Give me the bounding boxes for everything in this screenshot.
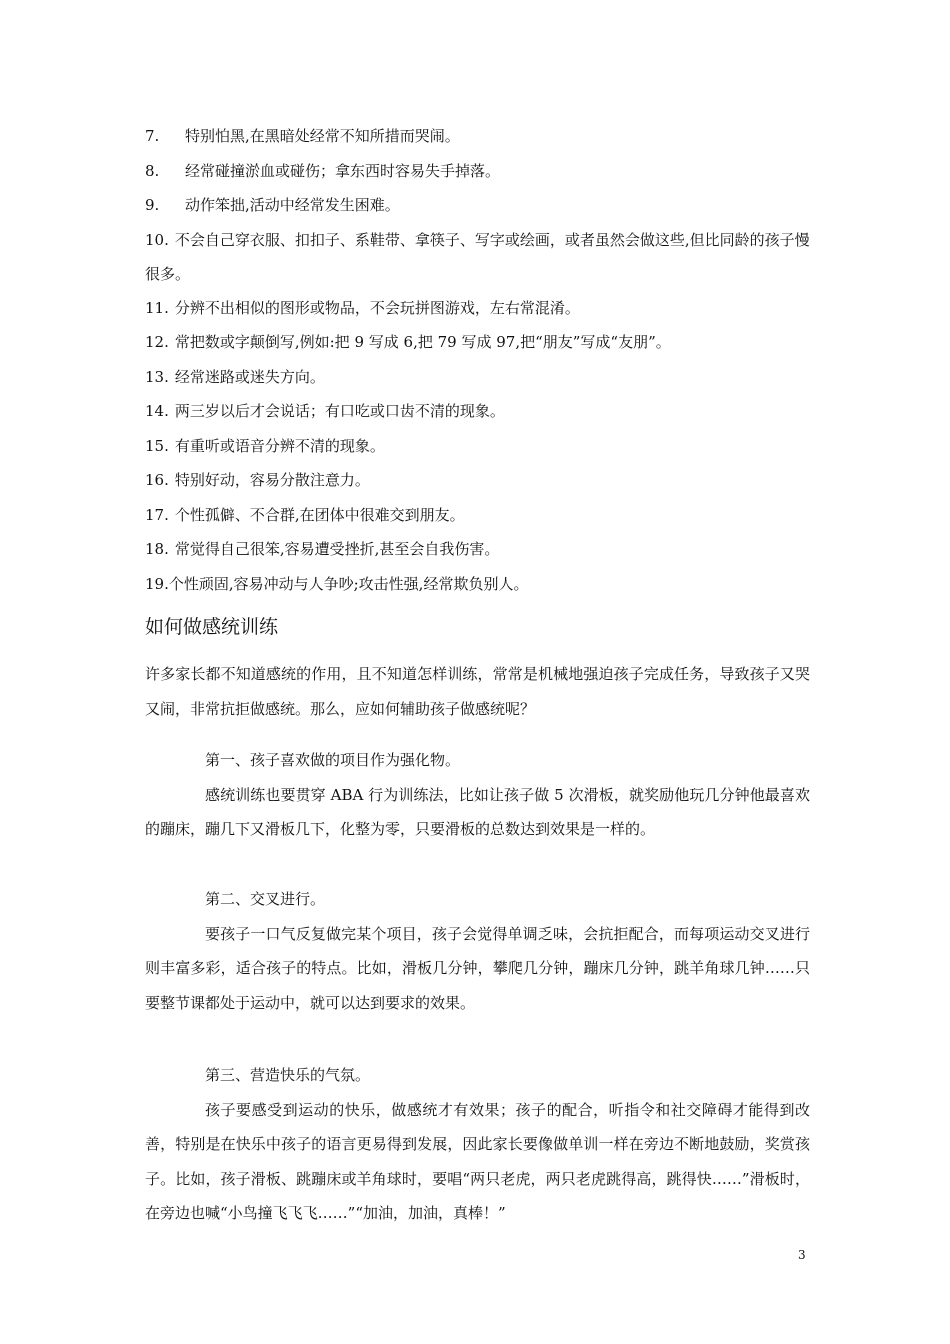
method-section-2 <box>145 882 810 1020</box>
symptom-list <box>145 119 815 601</box>
list-item: 12. 常把数或字颠倒写,例如:把 9 写成 6,把 79 写成 97,把“朋友”写成“友朋”。 <box>145 333 671 351</box>
list-item: 8. 经常碰撞淤血或碰伤；拿东西时容易失手掉落。 <box>145 161 501 180</box>
list-item: 16. 特别好动，容易分散注意力。 <box>145 471 370 489</box>
list-item: 7. 特别怕黑,在黑暗处经常不知所措而哭闹。 <box>145 127 460 145</box>
list-item: 19.个性顽固,容易冲动与人争吵;攻击性强,经常欺负别人。 <box>145 574 529 593</box>
intro-paragraph: 许多家长都不知道感统的作用，且不知道怎样训练，常常是机械地强迫孩子完成任务，导致孩子又哭又闹，非常抗拒做感统。那么，应如何辅助孩子做感统呢？ <box>145 665 810 718</box>
list-item: 13. 经常迷路或迷失方向。 <box>145 367 325 386</box>
method-text: 孩子要感受到运动的快乐，做感统才有效果；孩子的配合，听指令和社交障碍才能得到改善，特别是在快乐中孩子的语言更易得到发展，因此家长要像做单训一样在旁边不断地鼓励，奖赏孩子。比如，孩子滑板、跳蹦床或羊角球时，要唱“两只老虎，两只老虎跳得高，跳得快……”滑板时，在旁边也喊“小鸟撞飞飞飞……”“加油，加油，真棒！” <box>145 1100 810 1222</box>
list-item: 9. 动作笨拙,活动中经常发生困难。 <box>145 196 400 214</box>
list-item: 17. 个性孤僻、不合群,在团体中很难交到朋友。 <box>145 505 465 524</box>
method-text: 感统训练也要贯穿 ABA 行为训练法，比如让孩子做 5 次滑板，就奖励他玩几分钟他最喜欢的蹦床，蹦几下又滑板几下，化整为零，只要滑板的总数达到效果是一样的。 <box>145 785 810 838</box>
list-item: 10. 不会自己穿衣服、扣扣子、系鞋带、拿筷子、写字或绘画，或者虽然会做这些,但比同龄的孩子慢很多。 <box>145 230 810 283</box>
list-item: 14. 两三岁以后才会说话；有口吃或口齿不清的现象。 <box>145 402 505 420</box>
method-title: 第一、孩子喜欢做的项目作为强化物。 <box>205 751 461 769</box>
method-text: 要孩子一口气反复做完某个项目，孩子会觉得单调乏味，会抗拒配合，而每项运动交叉进行则丰富多彩，适合孩子的特点。比如，滑板几分钟，攀爬几分钟，蹦床几分钟，跳羊角球几钟……只要整节课都处于运动中，就可以达到要求的效果。 <box>145 924 810 1012</box>
section-heading: 如何做感统训练 <box>145 616 279 638</box>
method-section-3 <box>145 1058 810 1231</box>
page-number: 3 <box>798 1248 806 1262</box>
method-title: 第二、交叉进行。 <box>205 890 326 908</box>
list-item: 18. 常觉得自己很笨,容易遭受挫折,甚至会自我伤害。 <box>145 540 500 558</box>
list-item: 15. 有重听或语音分辨不清的现象。 <box>145 436 385 455</box>
list-item: 11. 分辨不出相似的图形或物品，不会玩拼图游戏，左右常混淆。 <box>145 298 580 317</box>
method-title: 第三、营造快乐的气氛。 <box>205 1066 371 1084</box>
method-section-1 <box>145 743 810 847</box>
